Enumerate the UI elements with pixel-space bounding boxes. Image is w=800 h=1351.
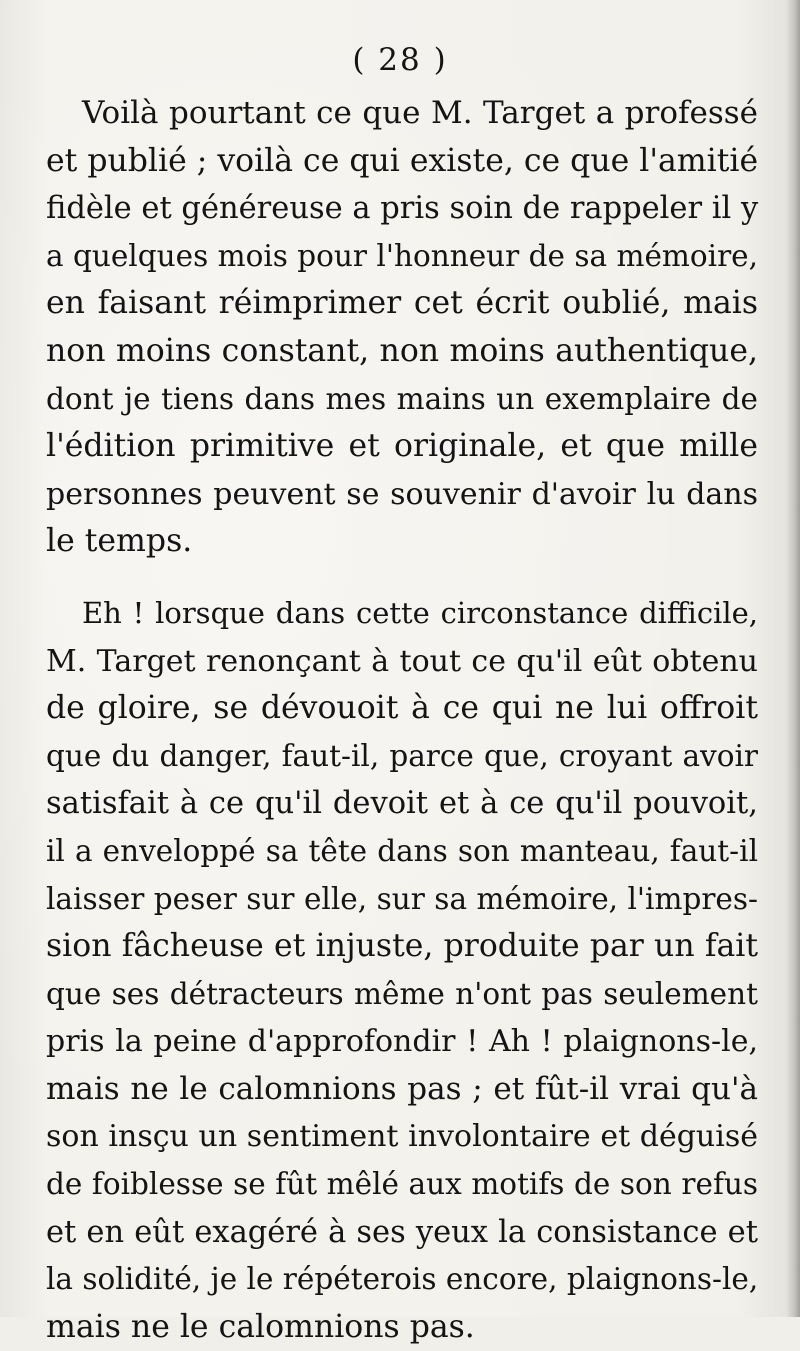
text-line: non moins constant, non moins authentique, xyxy=(46,332,758,369)
text-line: dont je tiens dans mes mains un exemplaire de xyxy=(46,381,758,416)
text-line: laisser peser sur elle, sur sa mémoire, l'impres- xyxy=(46,881,758,916)
text-line: Voilà pourtant ce que M. Target a professé xyxy=(82,95,758,131)
text-line: a quelques mois pour l'honneur de sa mémoire, xyxy=(46,238,759,273)
text-line: satisfait à ce qu'il devoit et à ce qu'il pouvoit, xyxy=(46,786,758,822)
text-line: pris la peine d'approfondir ! Ah ! plaignons-le, xyxy=(46,1024,758,1060)
text-line: personnes peuvent se souvenir d'avoir lu dans xyxy=(46,476,758,512)
text-line: le temps. xyxy=(46,523,193,560)
page-edge-shadow xyxy=(786,0,800,1317)
text-line: en faisant réimprimer cet écrit oublié, mais xyxy=(46,285,758,322)
page-number: ( 28 ) xyxy=(352,42,448,78)
body-text xyxy=(46,90,758,1351)
text-line: sion fâcheuse et injuste, produite par un fait xyxy=(46,928,758,965)
text-line: la solidité, je le répéterois encore, plaignons-le, xyxy=(46,1262,759,1297)
text-line: fidèle et généreuse a pris soin de rappeler il y xyxy=(46,191,759,227)
text-line: son insçu un sentiment involontaire et déguisé xyxy=(46,1119,758,1155)
paragraph-spacer xyxy=(46,566,758,590)
text-line: que du danger, faut-il, parce que, croyant avoir xyxy=(46,738,758,773)
text-line: mais ne le calomnions pas ; et fût-il vrai qu'à xyxy=(46,1070,758,1107)
text-line: mais ne le calomnions pas. xyxy=(46,1308,475,1345)
text-line: de foiblesse se fût mêlé aux motifs de son refus xyxy=(46,1167,758,1202)
text-line: il a enveloppé sa tête dans son manteau, faut-il xyxy=(46,833,758,868)
text-line: Eh ! lorsque dans cette circonstance difficile, xyxy=(82,595,758,630)
text-line: et en eût exagéré à ses yeux la consistance et xyxy=(46,1214,758,1250)
paragraph-1 xyxy=(46,90,758,566)
text-line: et publié ; voilà ce qui existe, ce que l'amitié xyxy=(46,142,759,179)
paragraph-2 xyxy=(46,590,758,1351)
text-line: l'édition primitive et originale, et que mille xyxy=(46,428,758,465)
text-line: que ses détracteurs même n'ont pas seulement xyxy=(46,976,758,1011)
text-line: M. Target renonçant à tout ce qu'il eût obtenu xyxy=(46,643,758,679)
text-line: de gloire, se dévouoit à ce qui ne lui offroit xyxy=(46,690,758,727)
